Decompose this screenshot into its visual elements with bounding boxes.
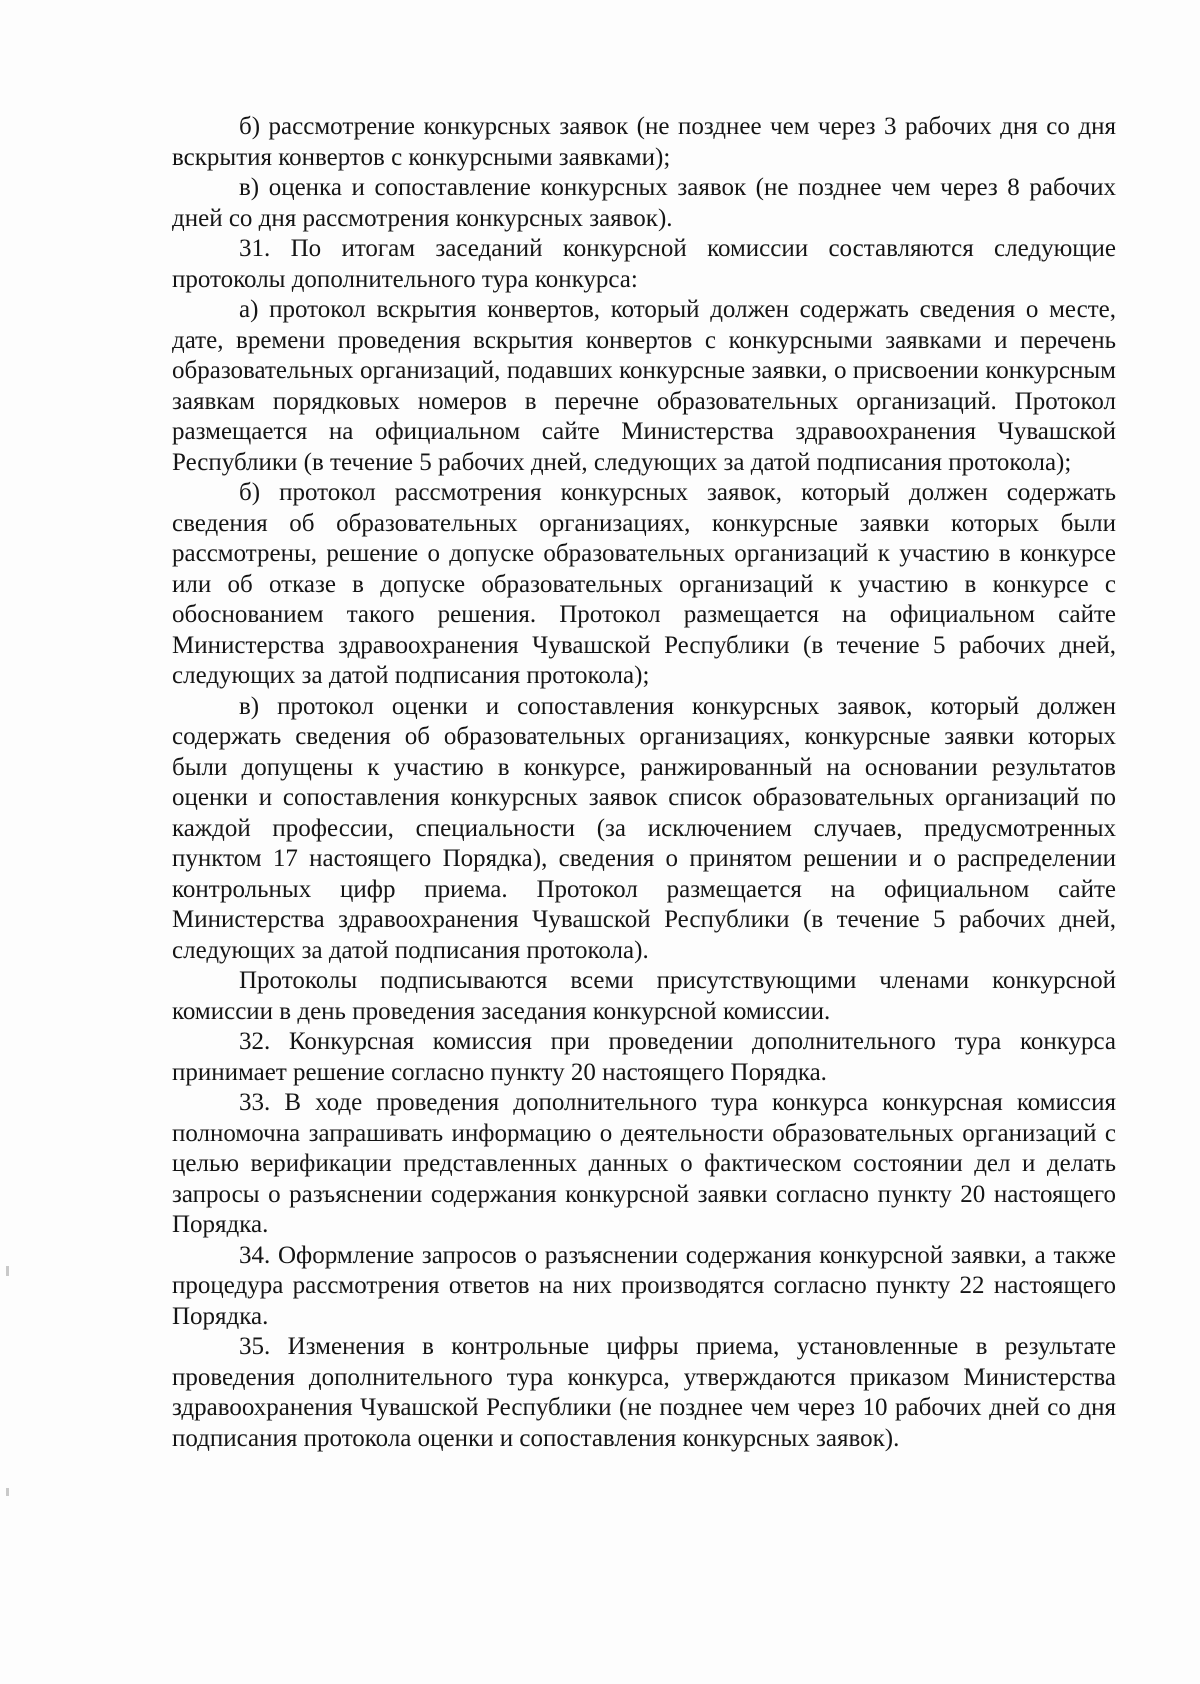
paragraph-clause-31: 31. По итогам заседаний конкурсной комиссии составляются следующие протоколы дополнительного тура конкурса: <box>172 235 1116 293</box>
paragraph-item-b-review: б) рассмотрение конкурсных заявок (не позднее чем через 3 рабочих дня со дня вскрытия конвертов с конкурсными заявками); <box>172 113 1116 171</box>
paragraph-protocol-review: б) протокол рассмотрения конкурсных заявок, который должен содержать сведения об образовательных организациях, конкурсные заявки которых были рассмотрены, решение о допуске образовательных организаций к участию в конкурсе или об отказе в допуске образовательных организаций к участию в конкурсе с обоснованием такого решения. Протокол размещается на официальном сайте Министерства здравоохранения Чувашской Республики (в течение 5 рабочих дней, следующих за датой подписания протокола); <box>172 479 1116 689</box>
paragraph-protocol-evaluation: в) протокол оценки и сопоставления конкурсных заявок, который должен содержать сведения об образовательных организациях, конкурсные заявки которых были допущены к участию в конкурсе, ранжированный на основании результатов оценки и сопоставления конкурсных заявок список образовательных организаций по каждой профессии, специальности (за исключением случаев, предусмотренных пунктом 17 настоящего Порядка), сведения о принятом решении и о распределении контрольных цифр приема. Протокол размещается на официальном сайте Министерства здравоохранения Чувашской Республики (в течение 5 рабочих дней, следующих за датой подписания протокола). <box>172 692 1116 964</box>
paragraph-item-v-evaluation: в) оценка и сопоставление конкурсных заявок (не позднее чем через 8 рабочих дней со дня рассмотрения конкурсных заявок). <box>172 174 1116 232</box>
scan-edge-mark <box>6 1266 9 1276</box>
paragraph-clause-35: 35. Изменения в контрольные цифры приема, установленные в результате проведения дополнительного тура конкурса, утверждаются приказом Министерства здравоохранения Чувашской Республики (не позднее чем через 10 рабочих дней со дня подписания протокола оценки и сопоставления конкурсных заявок). <box>172 1333 1116 1452</box>
paragraph-protocol-opening: а) протокол вскрытия конвертов, который должен содержать сведения о месте, дате, времени проведения вскрытия конвертов с конкурсными заявками и перечень образовательных организаций, подавших конкурсные заявки, о присвоении конкурсным заявкам порядковых номеров в перечне образовательных организаций. Протокол размещается на официальном сайте Министерства здравоохранения Чувашской Республики (в течение 5 рабочих дней, следующих за датой подписания протокола); <box>172 296 1116 476</box>
scan-edge-mark <box>6 1488 9 1496</box>
paragraph-clause-33: 33. В ходе проведения дополнительного тура конкурса конкурсная комиссия полномочна запрашивать информацию о деятельности образовательных организаций с целью верификации представленных данных о фактическом состоянии дел и делать запросы о разъяснении содержания конкурсной заявки согласно пункту 20 настоящего Порядка. <box>172 1089 1116 1238</box>
paragraph-clause-34: 34. Оформление запросов о разъяснении содержания конкурсной заявки, а также процедура рассмотрения ответов на них производятся согласно пункту 22 настоящего Порядка. <box>172 1241 1116 1330</box>
document-body <box>172 112 1116 1454</box>
paragraph-clause-32: 32. Конкурсная комиссия при проведении дополнительного тура конкурса принимает решение согласно пункту 20 настоящего Порядка. <box>172 1028 1116 1086</box>
paragraph-protocols-signing: Протоколы подписываются всеми присутствующими членами конкурсной комиссии в день проведения заседания конкурсной комиссии. <box>172 967 1116 1025</box>
